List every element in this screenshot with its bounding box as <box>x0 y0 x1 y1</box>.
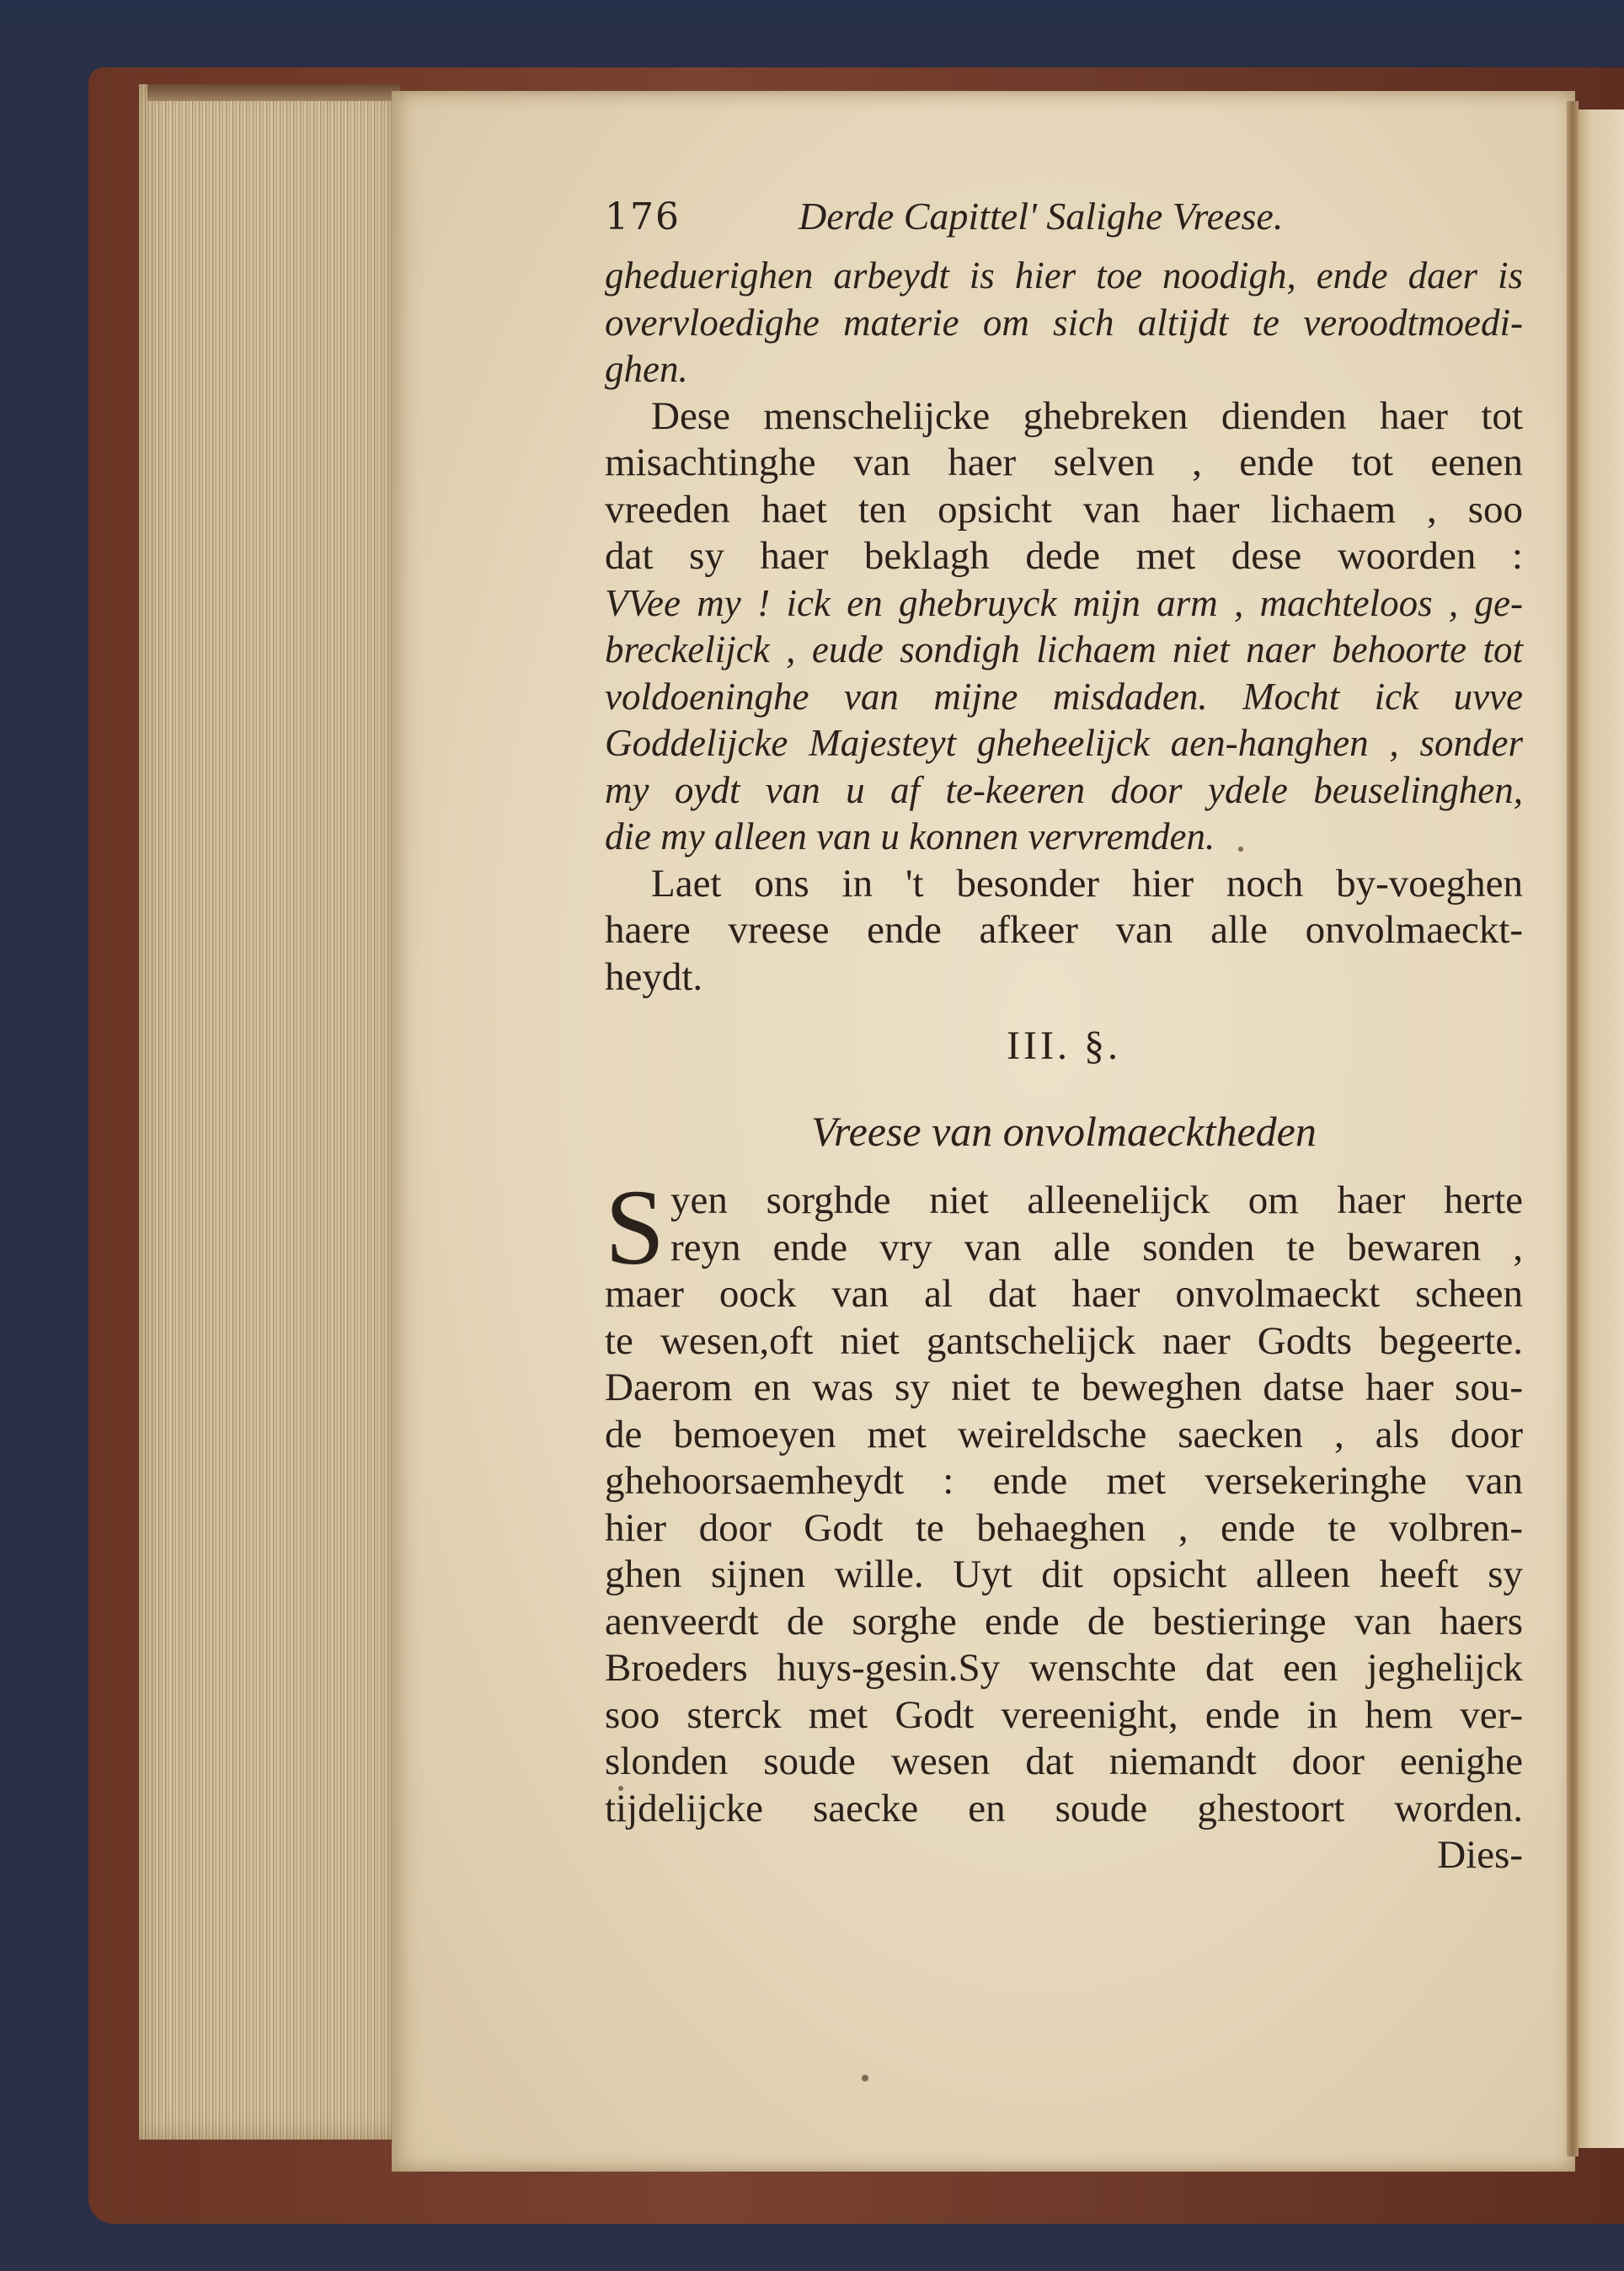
paragraph-3 <box>605 861 1523 1002</box>
text-line: voldoeninghe van mijne misdaden. Mocht ick uvve <box>605 675 1523 718</box>
catchword: Dies- <box>1437 1833 1523 1877</box>
text-line: tijdelijcke saecke en soude ghestoort worden. <box>605 1786 1523 1830</box>
section-number: III. §. <box>1007 1023 1121 1068</box>
quotation <box>605 580 1523 861</box>
text-line: slonden soude wesen dat niemandt door eenighe <box>605 1739 1523 1783</box>
page-speck <box>862 2075 868 2081</box>
text-line: die my alleen van u konnen vervremden. <box>605 815 1215 858</box>
section-title: Vreese van onvolmaecktheden <box>811 1108 1317 1155</box>
text-line: Laet ons in 't besonder hier noch by-voeghen <box>651 861 1523 906</box>
running-head-title: Derde Capittel' Salighe Vreese. <box>799 195 1284 238</box>
text-line: de bemoeyen met weireldsche saecken , als door <box>605 1412 1523 1456</box>
paragraph-2 <box>605 393 1523 580</box>
page-edges <box>139 84 400 2140</box>
text-line: soo sterck met Godt vereenight, ende in hem ver- <box>605 1692 1523 1737</box>
page-number: 176 <box>605 195 681 238</box>
text-line: Daerom en was sy niet te beweghen datse haer sou- <box>605 1365 1523 1409</box>
text-line: breckelijck , eude sondigh lichaem niet naer behoorte tot <box>605 628 1523 671</box>
page-text <box>605 194 1523 1878</box>
text-line: yen sorghde niet alleenelijck om haer herte <box>670 1178 1523 1222</box>
text-line: ghehoorsaemheydt : ende met versekeringhe van <box>605 1459 1523 1503</box>
text-line: heydt. <box>605 954 703 999</box>
page-edges-top <box>147 84 400 101</box>
text-line: ghen. <box>605 348 688 390</box>
text-line: maer oock van al dat haer onvolmaeckt scheen <box>605 1272 1523 1316</box>
text-line: ghen sijnen wille. Uyt dit opsicht alleen heeft sy <box>605 1552 1523 1596</box>
text-line: VVee my ! ick en ghebruyck mijn arm , machteloos , ge- <box>605 581 1523 624</box>
text-line: dat sy haer beklagh dede met dese woorden : <box>605 534 1523 578</box>
body-paragraph <box>605 1168 1523 1832</box>
text-line: Dese menschelijcke ghebreken dienden haer tot <box>651 393 1523 438</box>
text-line: my oydt van u af te-keeren door ydele beuselinghen, <box>605 768 1523 811</box>
text-line: misachtinghe van haer selven , ende tot eenen <box>605 441 1523 484</box>
text-line: vreeden haet ten opsicht van haer lichaem , soo <box>605 487 1523 532</box>
text-line: overvloedighe materie om sich altijdt te veroodtmoedi- <box>605 301 1523 344</box>
text-line: Goddelijcke Majesteyt gheheelijck aen-hanghen , sonder <box>605 722 1523 764</box>
text-line: reyn ende vry van alle sonden te bewaren , <box>670 1225 1523 1269</box>
facing-page <box>1573 110 1624 2148</box>
gutter <box>1567 101 1579 2156</box>
text-line: te wesen,oft niet gantschelijck naer Godts begeerte. <box>605 1318 1523 1363</box>
paragraph-1 <box>605 253 1523 393</box>
text-line: haere vreese ende afkeer van alle onvolmaeckt- <box>605 908 1523 952</box>
drop-cap: S <box>605 1168 665 1287</box>
text-line: hier door Godt te behaeghen , ende te volbren- <box>605 1505 1523 1550</box>
text-line: aenveerdt de sorghe ende de bestieringe van haers <box>605 1599 1523 1643</box>
text-line: gheduerighen arbeydt is hier toe noodigh, ende daer is <box>605 254 1523 297</box>
running-head <box>605 194 1523 253</box>
text-line: Broeders huys-gesin.Sy wenschte dat een jeghelijck <box>605 1646 1523 1690</box>
